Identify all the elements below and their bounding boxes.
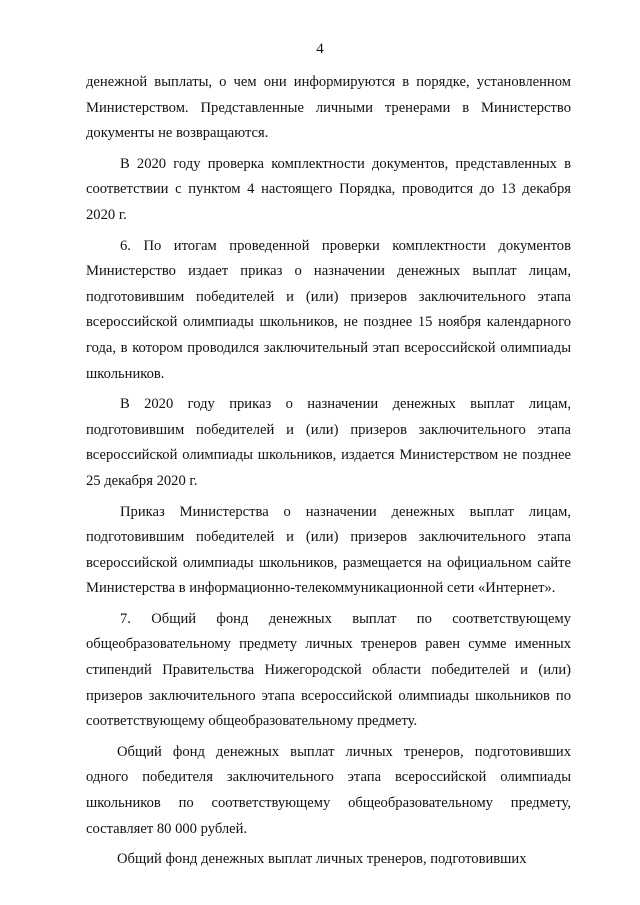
paragraph-item-6: 6. По итогам проведенной проверки комплектности документов Министерство издает приказ о назначении денежных выплат лицам, подготовившим победителей и (или) призеров заключительного этапа всероссийской олимпиады школьников, не позднее 15 ноября календарного года, в котором проводился заключительный этап всероссийской олимпиады школьников. xyxy=(86,237,571,382)
page-number: 4 xyxy=(316,41,324,57)
paragraph-2020-document-check: В 2020 году проверка комплектности документов, представленных в соответствии с пунктом 4 настоящего Порядка, проводится до 13 декабря 2020 г. xyxy=(86,155,571,223)
paragraph-item-7: 7. Общий фонд денежных выплат по соответствующему общеобразовательному предмету личных тренеров равен сумме именных стипендий Правительства Нижегородской области победителей и (или) призеров заключительного этапа всероссийской олимпиады школьников по соответствующему общеобразовательному предмету. xyxy=(86,610,571,730)
document-body xyxy=(86,70,571,873)
paragraph-fund-continued: Общий фонд денежных выплат личных тренеров, подготовивших xyxy=(117,851,527,868)
paragraph-2020-order: В 2020 году приказ о назначении денежных выплат лицам, подготовившим победителей и (или) призеров заключительного этапа всероссийской олимпиады школьников, издается Министерством не позднее 25 декабря 2020 г. xyxy=(86,396,571,489)
paragraph-order-publication: Приказ Министерства о назначении денежных выплат лицам, подготовившим победителей и (или) призеров заключительного этапа всероссийской олимпиады школьников, размещается на официальном сайте Министерства в информационно-телекоммуникационной сети «Интернет». xyxy=(86,503,571,597)
paragraph-fund-amount: Общий фонд денежных выплат личных тренеров, подготовивших одного победителя заключительного этапа всероссийской олимпиады школьников по соответствующему общеобразовательному предмету, составляет 80 000 рублей. xyxy=(86,743,571,837)
paragraph-continuation: денежной выплаты, о чем они информируются в порядке, установленном Министерством. Представленные личными тренерами в Министерство документы не возвращаются. xyxy=(86,74,571,142)
